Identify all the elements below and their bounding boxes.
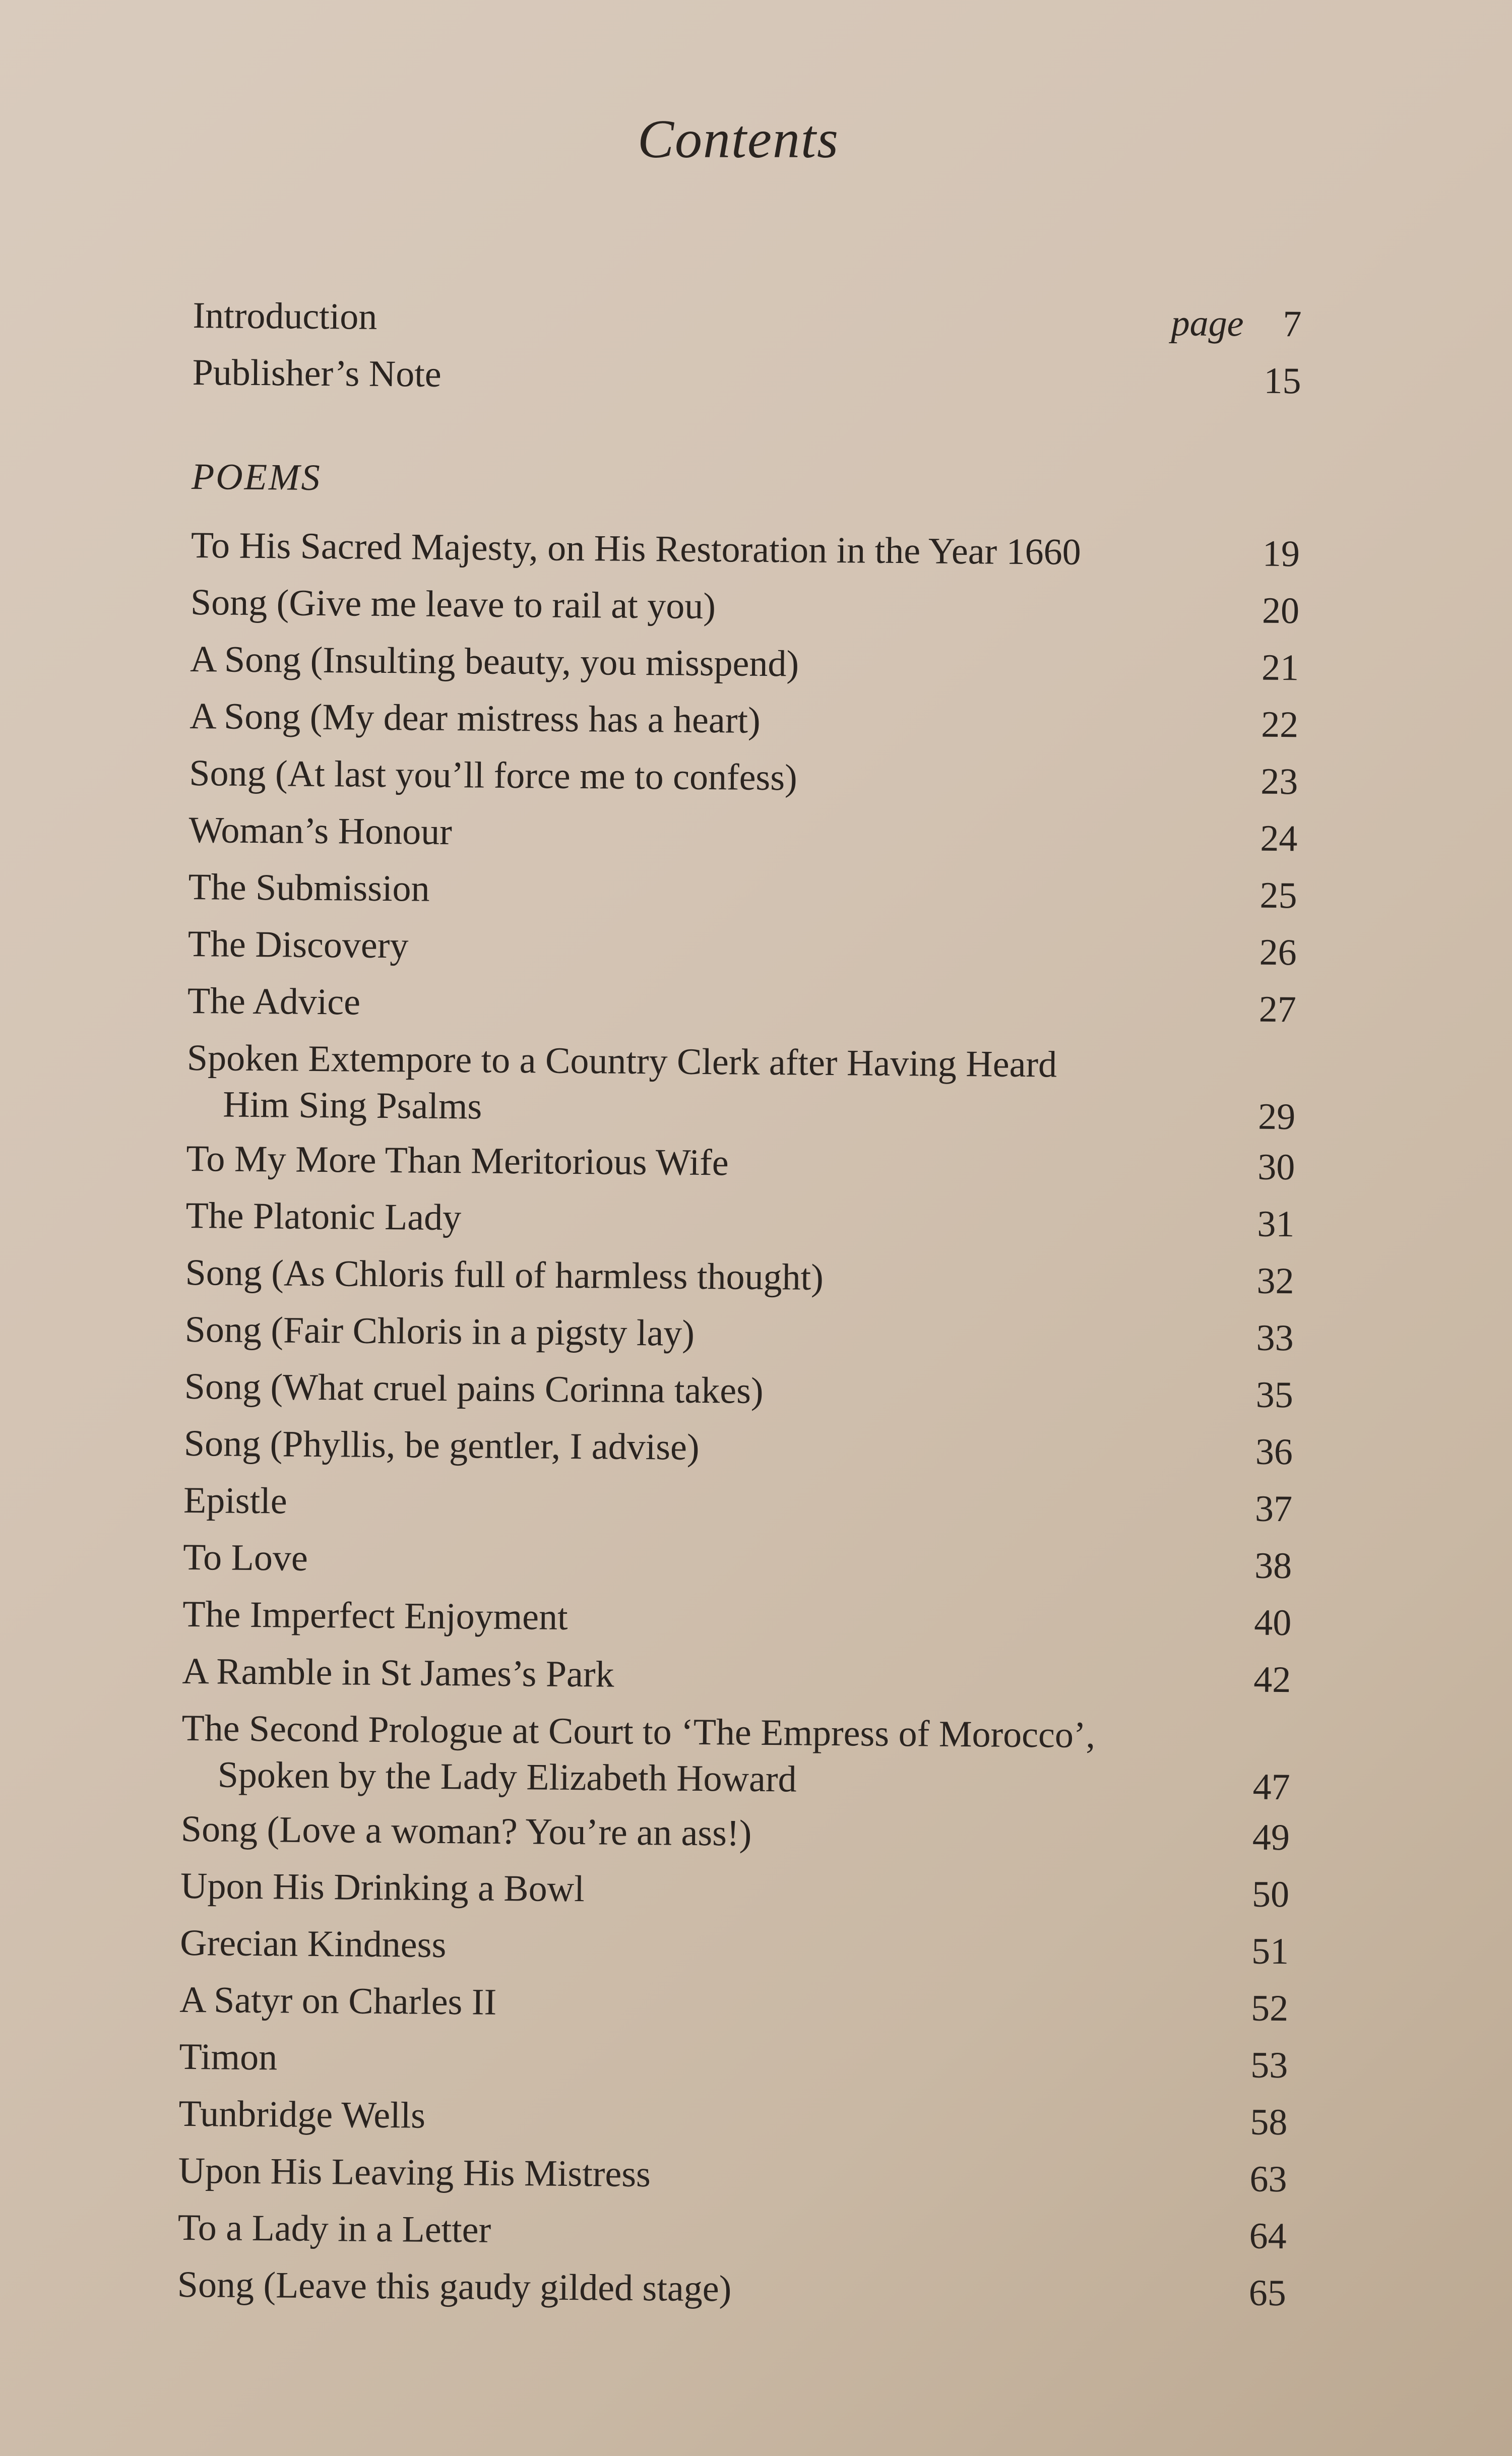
entry-title-line: Upon His Leaving His Mistress xyxy=(178,2150,651,2195)
entry-title xyxy=(179,1972,497,2031)
toc-entry xyxy=(181,1700,1291,1809)
entry-title-line: To His Sacred Majesty, on His Restoration in the Year 1660 xyxy=(191,524,1082,573)
entry-page: 24 xyxy=(1260,817,1298,860)
toc-entry xyxy=(177,2199,1287,2265)
entry-title xyxy=(183,1529,308,1587)
entry-title xyxy=(191,517,1082,581)
entry-page: 22 xyxy=(1261,704,1299,746)
entry-page: 32 xyxy=(1256,1260,1294,1302)
entry-title-line: Song (At last you’ll force me to confess) xyxy=(189,752,798,799)
entry-title-line: A Satyr on Charles II xyxy=(179,1979,497,2023)
entry-title-line: The Submission xyxy=(188,866,430,910)
entry-page: 33 xyxy=(1256,1317,1294,1359)
toc-entry xyxy=(190,688,1299,753)
entry-page: 47 xyxy=(1252,1766,1291,1808)
entry-title-line: The Discovery xyxy=(187,923,409,967)
entry-page: 58 xyxy=(1250,2101,1288,2144)
entry-title-line: Song (As Chloris full of harmless thought) xyxy=(185,1251,824,1298)
entry-page: 25 xyxy=(1259,874,1297,917)
toc-entry-publishers-note xyxy=(192,344,1301,410)
toc-entry xyxy=(188,802,1298,867)
entry-title-line: Song (Leave this gaudy gilded stage) xyxy=(177,2263,732,2310)
entry-title xyxy=(178,2143,651,2203)
entry-page: 23 xyxy=(1261,761,1298,803)
section-heading: POEMS xyxy=(191,456,322,499)
entry-title-line: Tunbridge Wells xyxy=(178,2093,426,2136)
entry-title xyxy=(190,688,761,749)
entry-title-line: A Song (My dear mistress has a heart) xyxy=(189,695,761,741)
entry-page: 21 xyxy=(1261,647,1299,689)
entry-title xyxy=(178,2086,425,2145)
toc-entry xyxy=(185,1244,1294,1310)
entry-title xyxy=(185,1244,824,1306)
entry-title xyxy=(181,1801,752,1862)
table-of-contents xyxy=(177,287,1302,2322)
toc-entry xyxy=(179,1972,1289,2037)
entry-title xyxy=(182,1586,568,1646)
entry-title-line: The Advice xyxy=(187,980,361,1023)
entry-title xyxy=(180,1915,447,1974)
entry-title xyxy=(179,2029,278,2087)
entry-page: 64 xyxy=(1249,2215,1287,2257)
entry-page: 19 xyxy=(1262,533,1300,575)
entry-title-line: A Ramble in St James’s Park xyxy=(182,1650,614,1695)
toc-entry xyxy=(184,1415,1293,1481)
entry-title-line: To a Lady in a Letter xyxy=(177,2207,491,2251)
entry-title xyxy=(190,631,799,692)
toc-entry xyxy=(182,1643,1291,1709)
entry-page: 51 xyxy=(1251,1930,1289,1973)
toc-entry xyxy=(191,574,1300,640)
toc-entry xyxy=(187,973,1296,1038)
entry-page: 65 xyxy=(1248,2272,1287,2314)
entry-page: 53 xyxy=(1250,2044,1288,2087)
entry-page: 52 xyxy=(1250,1987,1289,2030)
entry-page: 49 xyxy=(1252,1816,1290,1859)
entry-page: 29 xyxy=(1257,1096,1296,1138)
toc-entry xyxy=(188,859,1297,924)
toc-entry xyxy=(181,1801,1290,1866)
entry-title xyxy=(180,1858,585,1918)
toc-entry xyxy=(186,1130,1295,1196)
toc-entry xyxy=(179,2029,1288,2094)
toc-entry-introduction xyxy=(193,287,1302,353)
entry-title-line: Song (What cruel pains Corinna takes) xyxy=(184,1365,764,1412)
entry-page: 26 xyxy=(1259,931,1297,974)
entry-page: 42 xyxy=(1253,1659,1291,1701)
entry-title xyxy=(188,802,452,861)
entry-title xyxy=(185,1187,461,1246)
entry-title-line: The Second Prologue at Court to ‘The Empress of Morocco’, xyxy=(181,1707,1096,1756)
toc-entry xyxy=(184,1301,1294,1367)
toc-entry xyxy=(178,2143,1287,2208)
entry-title xyxy=(184,1301,695,1362)
toc-entry xyxy=(185,1187,1295,1253)
entry-title-continuation: Spoken by the Lady Elizabeth Howard xyxy=(217,1754,797,1800)
entry-title: Publisher’s Note xyxy=(192,351,442,395)
entry-page: 15 xyxy=(1264,360,1301,402)
entry-title xyxy=(189,745,797,806)
page-column-label: page xyxy=(1171,302,1244,345)
entry-title xyxy=(183,1472,287,1530)
entry-title-line: The Imperfect Enjoyment xyxy=(182,1593,568,1638)
toc-entry xyxy=(186,1030,1296,1139)
toc-entry xyxy=(183,1472,1293,1538)
entry-title-line: Woman’s Honour xyxy=(188,809,453,853)
page-title: Contents xyxy=(637,109,839,169)
entry-title xyxy=(184,1415,700,1476)
entry-page: 27 xyxy=(1258,988,1297,1031)
entry-title xyxy=(184,1358,764,1420)
entry-page: 31 xyxy=(1257,1203,1295,1245)
entry-title xyxy=(177,2199,491,2259)
entry-title-continuation: Him Sing Psalms xyxy=(222,1084,482,1127)
entry-title-line: Epistle xyxy=(183,1479,287,1522)
entry-title xyxy=(177,2256,731,2318)
entry-title xyxy=(187,916,409,974)
entry-title xyxy=(186,1130,729,1191)
toc-entry xyxy=(182,1586,1292,1652)
entry-page: 40 xyxy=(1253,1602,1292,1644)
entry-title xyxy=(191,574,716,635)
entry-title xyxy=(182,1643,614,1704)
toc-entry xyxy=(183,1529,1292,1595)
entry-page: 30 xyxy=(1257,1146,1295,1188)
entry-title xyxy=(188,859,430,918)
entry-title-line: Grecian Kindness xyxy=(179,1922,447,1966)
entry-title xyxy=(186,1035,1057,1135)
entry-title xyxy=(187,973,360,1031)
entry-title-line: Song (Fair Chloris in a pigsty lay) xyxy=(184,1308,695,1354)
entry-title-line: Song (Love a woman? You’re an ass!) xyxy=(180,1808,752,1854)
toc-entry xyxy=(191,517,1300,583)
entry-page: 7 xyxy=(1283,303,1302,345)
toc-entry xyxy=(189,745,1298,810)
entry-title-line: Spoken Extempore to a Country Clerk after Having Heard xyxy=(186,1037,1057,1086)
entry-title-line: Timon xyxy=(179,2036,278,2079)
entry-title xyxy=(181,1705,1095,1805)
entry-page: 50 xyxy=(1251,1873,1290,1916)
toc-entry xyxy=(177,2256,1286,2322)
entry-title-line: To My More Than Meritorious Wife xyxy=(186,1138,729,1184)
entry-title-line: To Love xyxy=(182,1536,308,1579)
entry-title-line: Song (Phyllis, be gentler, I advise) xyxy=(183,1422,700,1468)
entry-page: 20 xyxy=(1262,590,1300,632)
poem-list xyxy=(177,517,1300,2322)
entry-title-line: Song (Give me leave to rail at you) xyxy=(190,581,716,627)
entry-title-line: The Platonic Lady xyxy=(185,1194,462,1239)
toc-entry xyxy=(180,1915,1289,1980)
entry-title: Introduction xyxy=(193,294,377,338)
entry-page: 37 xyxy=(1254,1488,1293,1530)
entry-page: 38 xyxy=(1254,1545,1292,1587)
toc-entry xyxy=(178,2086,1288,2151)
toc-entry xyxy=(190,631,1299,697)
toc-entry xyxy=(187,916,1297,981)
toc-entry xyxy=(180,1858,1290,1923)
entry-title-line: A Song (Insulting beauty, you misspend) xyxy=(190,638,799,685)
entry-title-line: Upon His Drinking a Bowl xyxy=(180,1865,585,1910)
entry-page: 36 xyxy=(1255,1431,1293,1473)
entry-page: 35 xyxy=(1255,1374,1294,1416)
entry-page: 63 xyxy=(1249,2158,1287,2200)
toc-entry xyxy=(184,1358,1293,1424)
